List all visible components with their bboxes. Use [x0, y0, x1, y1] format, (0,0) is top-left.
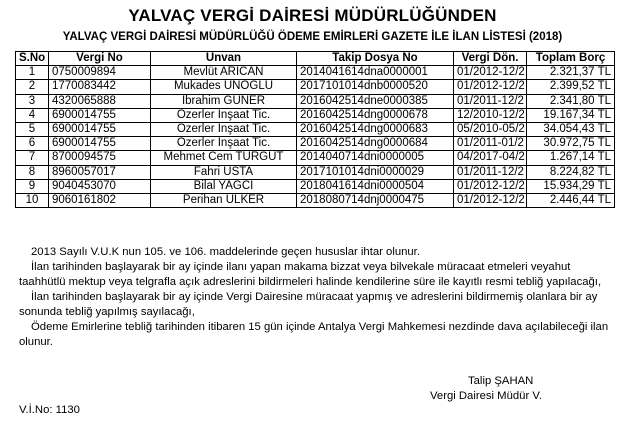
cell-total-debt: 2.321,37 TL [527, 66, 615, 80]
cell-title: Mukades ÜNOĞLU [151, 80, 297, 94]
signature-block [430, 374, 610, 404]
cell-file-no: 2017101014dni0000029 [297, 165, 454, 179]
cell-total-debt: 8.224,82 TL [527, 165, 615, 179]
cell-file-no: 2017101014dnb0000520 [297, 80, 454, 94]
cell-sno: 1 [16, 66, 49, 80]
cell-tax-period: 01/2012-12/2 [454, 80, 527, 94]
cell-title: Özerler İnşaat Tic. [151, 137, 297, 151]
column-header-total-debt: Toplam Borç [527, 52, 615, 66]
cell-tax-period: 01/2012-12/2 [454, 66, 527, 80]
cell-title: Perihan ÜLKER [151, 193, 297, 207]
cell-tax-no: 9040453070 [49, 179, 151, 193]
cell-tax-no: 0750009894 [49, 66, 151, 80]
cell-total-debt: 2.399,52 TL [527, 80, 615, 94]
cell-sno: 4 [16, 108, 49, 122]
cell-file-no: 2016042514dng0000684 [297, 137, 454, 151]
cell-sno: 2 [16, 80, 49, 94]
cell-sno: 10 [16, 193, 49, 207]
table-row [16, 165, 615, 179]
cell-sno: 6 [16, 137, 49, 151]
cell-file-no: 2014041614dna0000001 [297, 66, 454, 80]
table-row [16, 137, 615, 151]
cell-sno: 9 [16, 179, 49, 193]
column-header-tax-no: Vergi No [49, 52, 151, 66]
signatory-name: Talip ŞAHAN [468, 375, 534, 387]
cell-tax-no: 9060161802 [49, 193, 151, 207]
cell-file-no: 2018041614dni0000504 [297, 179, 454, 193]
table-row [16, 94, 615, 108]
cell-sno: 7 [16, 151, 49, 165]
cell-total-debt: 2.446,44 TL [527, 193, 615, 207]
cell-total-debt: 19.167,34 TL [527, 108, 615, 122]
table-row [16, 193, 615, 207]
table-row [16, 179, 615, 193]
paragraph-deemed-served: İlan tarihinden başlayarak bir ay içinde Vergi Dairesine müracaat yapmış ve adreslerini bildirmemiş olanlara bir ay sonunda tebliğ yapılmış sayılacağı, [19, 291, 598, 318]
cell-total-debt: 30.972,75 TL [527, 137, 615, 151]
notice-title: YALVAÇ VERGİ DAİRESİ MÜDÜRLÜĞÜNDEN [128, 6, 497, 25]
cell-sno: 3 [16, 94, 49, 108]
cell-title: Mehmet Cem TURGUT [151, 151, 297, 165]
cell-file-no: 2014040714dni0000005 [297, 151, 454, 165]
cell-title: Özerler İnşaat Tic. [151, 108, 297, 122]
cell-total-debt: 1.267,14 TL [527, 151, 615, 165]
cell-total-debt: 2.341,80 TL [527, 94, 615, 108]
cell-file-no: 2016042514dng0000683 [297, 122, 454, 136]
cell-tax-no: 6900014755 [49, 122, 151, 136]
table-row [16, 151, 615, 165]
notice-body [19, 245, 611, 350]
cell-total-debt: 15.934,29 TL [527, 179, 615, 193]
column-header-title: Ünvan [151, 52, 297, 66]
cell-tax-period: 01/2012-12/2 [454, 179, 527, 193]
cell-tax-no: 1770083442 [49, 80, 151, 94]
column-header-file-no: Takip Dosya No [297, 52, 454, 66]
table-row [16, 108, 615, 122]
cell-tax-period: 01/2011-12/2 [454, 94, 527, 108]
table-row [16, 80, 615, 94]
signatory-title: Vergi Dairesi Müdür V. [430, 390, 542, 402]
paragraph-warning: 2013 Sayılı V.U.K nun 105. ve 106. maddelerinde geçen hususlar ihtar olunur. [31, 246, 420, 258]
table-row [16, 66, 615, 80]
cell-tax-period: 01/2011-12/2 [454, 165, 527, 179]
cell-tax-no: 8700094575 [49, 151, 151, 165]
cell-tax-period: 01/2011-01/2 [454, 137, 527, 151]
cell-tax-period: 04/2017-04/2 [454, 151, 527, 165]
cell-title: Özerler İnşaat Tic. [151, 122, 297, 136]
cell-tax-period: 01/2012-12/2 [454, 193, 527, 207]
cell-file-no: 2016042514dne0000385 [297, 94, 454, 108]
paragraph-address-notice: İlan tarihinden başlayarak bir ay içinde ilanı yapan makama bizzat veya bilvekale müracaat etmeleri veyahut taahhütlü mektup veya telgrafla açık adreslerini bildirmeleri halinde kendilerine süre ile kayıtlı resmi tebliğ yapılacağı, [19, 261, 602, 288]
paragraph-court-notice: Ödeme Emirlerine tebliğ tarihinden itibaren 15 gün içinde Antalya Vergi Mahkemesi nezdinde dava açılabileceği ilan olunur. [19, 321, 609, 348]
cell-tax-no: 8960057017 [49, 165, 151, 179]
cell-title: Mevlüt ARICAN [151, 66, 297, 80]
cell-tax-no: 4320065888 [49, 94, 151, 108]
table-row [16, 122, 615, 136]
cell-title: Fahri USTA [151, 165, 297, 179]
notice-subtitle: YALVAÇ VERGİ DAİRESİ MÜDÜRLÜĞÜ ÖDEME EMİRLERİ GAZETE İLE İLAN LİSTESİ (2018) [62, 31, 563, 43]
table-header-row [16, 52, 615, 66]
cell-file-no: 2016042514dng0000678 [297, 108, 454, 122]
cell-title: Bilal YAĞCI [151, 179, 297, 193]
cell-sno: 5 [16, 122, 49, 136]
cell-tax-period: 05/2010-05/2 [454, 122, 527, 136]
cell-tax-period: 12/2010-12/2 [454, 108, 527, 122]
cell-title: İbrahim GÜNER [151, 94, 297, 108]
column-header-sno: S.No [16, 52, 49, 66]
cell-file-no: 2018080714dnj0000475 [297, 193, 454, 207]
cell-tax-no: 6900014755 [49, 108, 151, 122]
cell-tax-no: 6900014755 [49, 137, 151, 151]
cell-sno: 8 [16, 165, 49, 179]
notice-reference-number: V.İ.No: 1130 [19, 404, 80, 416]
cell-total-debt: 34.054,43 TL [527, 122, 615, 136]
payment-order-table [15, 51, 615, 208]
column-header-tax-period: Vergi Dön. [454, 52, 527, 66]
